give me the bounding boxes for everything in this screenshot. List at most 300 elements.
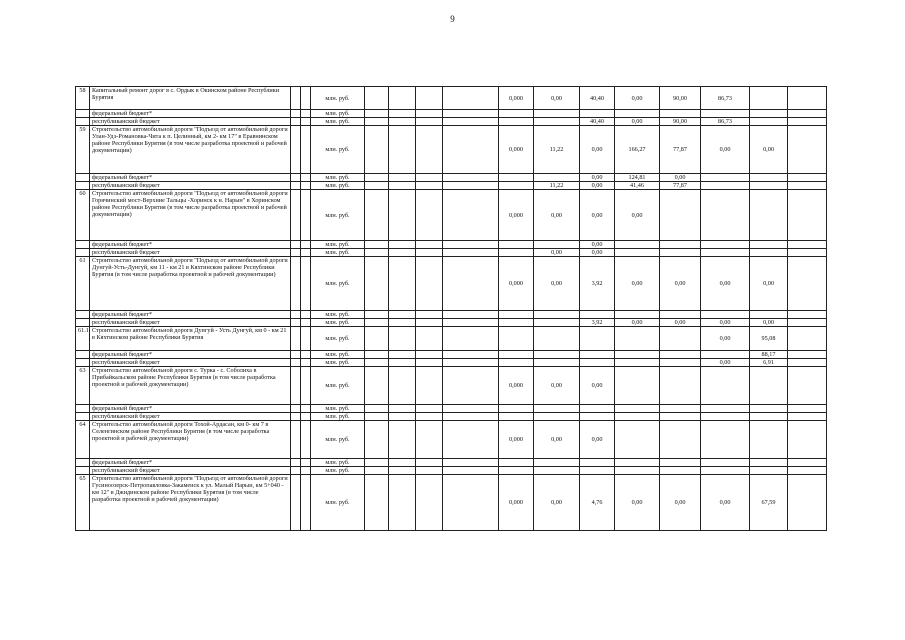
value-cell — [443, 359, 499, 367]
value-cell — [499, 118, 534, 126]
value-cell — [750, 405, 788, 413]
value-cell: 4,76 — [580, 475, 615, 531]
value-cell — [615, 249, 660, 257]
value-cell: 0,00 — [534, 475, 580, 531]
value-cell — [389, 459, 416, 467]
value-cell: 0,000 — [499, 126, 534, 174]
table-row — [76, 327, 827, 351]
value-cell — [416, 249, 443, 257]
row-number — [76, 405, 90, 413]
value-cell: 41,46 — [615, 182, 660, 190]
table-row — [76, 249, 827, 257]
value-cell: 0,00 — [615, 475, 660, 531]
unit-cell: млн. руб. — [311, 110, 365, 118]
spacer-cell — [291, 467, 301, 475]
spacer-cell — [291, 182, 301, 190]
spacer-cell — [301, 327, 311, 351]
value-cell — [365, 87, 389, 110]
unit-cell: млн. руб. — [311, 257, 365, 311]
value-cell — [660, 241, 701, 249]
value-cell — [580, 467, 615, 475]
spacer-cell — [291, 249, 301, 257]
value-cell — [788, 249, 827, 257]
unit-cell: млн. руб. — [311, 182, 365, 190]
value-cell — [365, 174, 389, 182]
value-cell — [534, 459, 580, 467]
table-row — [76, 467, 827, 475]
value-cell — [701, 367, 750, 405]
unit-cell: млн. руб. — [311, 311, 365, 319]
value-cell: 0,00 — [580, 126, 615, 174]
value-cell — [660, 311, 701, 319]
value-cell — [534, 118, 580, 126]
table-row — [76, 459, 827, 467]
value-cell — [416, 118, 443, 126]
value-cell — [389, 182, 416, 190]
spacer-cell — [301, 311, 311, 319]
spacer-cell — [301, 126, 311, 174]
value-cell — [443, 174, 499, 182]
value-cell — [788, 257, 827, 311]
row-title: Строительство автомобильной дороги "Подъезд от автомобильной дороги Горячинский мост-Верхние Тальцы -Хоринск к н. Нарын" в Хоринском районе Республики Бурятия (в том числе разработка проектной и рабочей документации) — [90, 190, 291, 241]
row-number — [76, 110, 90, 118]
unit-cell: млн. руб. — [311, 467, 365, 475]
value-cell — [788, 467, 827, 475]
value-cell: 77,87 — [660, 126, 701, 174]
value-cell — [365, 351, 389, 359]
value-cell — [660, 421, 701, 459]
row-number: 61.1 — [76, 327, 90, 351]
value-cell — [443, 257, 499, 311]
value-cell — [660, 359, 701, 367]
row-number — [76, 459, 90, 467]
unit-cell: млн. руб. — [311, 351, 365, 359]
value-cell: 0,00 — [615, 319, 660, 327]
value-cell — [615, 351, 660, 359]
table-row — [76, 359, 827, 367]
value-cell — [534, 174, 580, 182]
value-cell — [416, 110, 443, 118]
value-cell — [499, 351, 534, 359]
value-cell — [534, 405, 580, 413]
value-cell — [580, 405, 615, 413]
value-cell — [701, 405, 750, 413]
value-cell — [416, 459, 443, 467]
value-cell — [701, 311, 750, 319]
spacer-cell — [301, 257, 311, 311]
value-cell: 0,00 — [701, 319, 750, 327]
value-cell: 0,00 — [534, 87, 580, 110]
value-cell — [750, 182, 788, 190]
spacer-cell — [291, 327, 301, 351]
value-cell — [788, 421, 827, 459]
value-cell: 88,17 — [750, 351, 788, 359]
row-title: Строительство автомобильной дороги "Подъезд от автомобильной дороги Дунгуй-Усть-Дунгуй, км 11 - км 21 в Кяхтинском районе Республики Бурятия (в том числе разработка проектной и рабочей документации) — [90, 257, 291, 311]
value-cell — [499, 311, 534, 319]
value-cell — [416, 190, 443, 241]
value-cell — [389, 126, 416, 174]
value-cell — [443, 311, 499, 319]
value-cell — [443, 126, 499, 174]
value-cell — [701, 182, 750, 190]
value-cell — [788, 87, 827, 110]
unit-cell: млн. руб. — [311, 421, 365, 459]
value-cell — [416, 182, 443, 190]
unit-cell: млн. руб. — [311, 413, 365, 421]
table-row — [76, 126, 827, 174]
unit-cell: млн. руб. — [311, 190, 365, 241]
value-cell: 0,00 — [580, 182, 615, 190]
row-number — [76, 413, 90, 421]
value-cell — [660, 351, 701, 359]
table-row — [76, 257, 827, 311]
unit-cell: млн. руб. — [311, 241, 365, 249]
spacer-cell — [291, 257, 301, 311]
value-cell — [443, 249, 499, 257]
value-cell — [660, 249, 701, 257]
table-row — [76, 118, 827, 126]
row-number — [76, 174, 90, 182]
value-cell: 0,000 — [499, 190, 534, 241]
value-cell — [750, 421, 788, 459]
value-cell — [750, 190, 788, 241]
spacer-cell — [291, 319, 301, 327]
value-cell — [416, 174, 443, 182]
value-cell — [750, 413, 788, 421]
value-cell: 0,00 — [615, 257, 660, 311]
value-cell — [750, 87, 788, 110]
value-cell — [416, 421, 443, 459]
value-cell — [615, 405, 660, 413]
value-cell — [750, 311, 788, 319]
value-cell — [701, 110, 750, 118]
value-cell — [416, 367, 443, 405]
value-cell — [788, 174, 827, 182]
value-cell — [534, 327, 580, 351]
value-cell — [660, 190, 701, 241]
value-cell: 0,000 — [499, 421, 534, 459]
spacer-cell — [301, 241, 311, 249]
value-cell — [443, 475, 499, 531]
value-cell — [615, 459, 660, 467]
value-cell — [443, 413, 499, 421]
value-cell — [389, 475, 416, 531]
spacer-cell — [291, 359, 301, 367]
row-title: федеральный бюджет* — [90, 241, 291, 249]
value-cell — [534, 241, 580, 249]
value-cell — [389, 351, 416, 359]
value-cell — [416, 241, 443, 249]
value-cell — [443, 190, 499, 241]
value-cell: 0,00 — [534, 257, 580, 311]
row-number: 58 — [76, 87, 90, 110]
value-cell: 0,000 — [499, 367, 534, 405]
value-cell: 0,00 — [534, 249, 580, 257]
value-cell — [443, 182, 499, 190]
value-cell — [788, 351, 827, 359]
value-cell: 0,00 — [580, 174, 615, 182]
value-cell — [499, 327, 534, 351]
value-cell — [660, 367, 701, 405]
value-cell: 0,00 — [701, 257, 750, 311]
value-cell — [660, 467, 701, 475]
value-cell: 124,81 — [615, 174, 660, 182]
value-cell: 0,00 — [701, 359, 750, 367]
row-title: республиканский бюджет — [90, 118, 291, 126]
value-cell: 0,00 — [580, 190, 615, 241]
row-number — [76, 467, 90, 475]
value-cell — [580, 311, 615, 319]
value-cell: 0,00 — [580, 421, 615, 459]
page-number: 9 — [450, 14, 455, 24]
value-cell — [615, 241, 660, 249]
value-cell — [389, 190, 416, 241]
table-row — [76, 190, 827, 241]
row-title: Строительство автомобильной дороги с. Турка - с. Соболиха в Прибайкальском районе Республики Бурятия (в том числе разработка проектной и рабочей документации) — [90, 367, 291, 405]
unit-cell: млн. руб. — [311, 126, 365, 174]
value-cell — [416, 405, 443, 413]
spacer-cell — [291, 126, 301, 174]
value-cell — [389, 118, 416, 126]
value-cell — [416, 87, 443, 110]
row-title: республиканский бюджет — [90, 467, 291, 475]
value-cell — [416, 257, 443, 311]
row-title: федеральный бюджет* — [90, 311, 291, 319]
spacer-cell — [291, 405, 301, 413]
value-cell: 0,00 — [660, 174, 701, 182]
value-cell — [615, 367, 660, 405]
value-cell — [701, 190, 750, 241]
value-cell: 90,00 — [660, 87, 701, 110]
value-cell — [365, 413, 389, 421]
spacer-cell — [301, 359, 311, 367]
value-cell — [365, 190, 389, 241]
value-cell — [534, 467, 580, 475]
row-number — [76, 118, 90, 126]
value-cell — [580, 351, 615, 359]
value-cell: 90,00 — [660, 118, 701, 126]
value-cell — [580, 413, 615, 421]
value-cell — [416, 319, 443, 327]
value-cell: 0,00 — [701, 327, 750, 351]
value-cell: 0,00 — [534, 367, 580, 405]
value-cell — [499, 359, 534, 367]
value-cell — [750, 110, 788, 118]
value-cell: 0,00 — [580, 241, 615, 249]
row-number — [76, 319, 90, 327]
row-number: 60 — [76, 190, 90, 241]
value-cell — [389, 87, 416, 110]
value-cell: 166,27 — [615, 126, 660, 174]
value-cell — [389, 241, 416, 249]
value-cell — [389, 311, 416, 319]
value-cell — [788, 319, 827, 327]
value-cell — [365, 475, 389, 531]
value-cell: 0,00 — [580, 367, 615, 405]
unit-cell: млн. руб. — [311, 359, 365, 367]
value-cell — [580, 327, 615, 351]
value-cell: 0,00 — [750, 257, 788, 311]
unit-cell: млн. руб. — [311, 87, 365, 110]
spacer-cell — [301, 249, 311, 257]
value-cell: 6,91 — [750, 359, 788, 367]
value-cell — [443, 467, 499, 475]
value-cell — [499, 241, 534, 249]
value-cell: 86,73 — [701, 87, 750, 110]
spacer-cell — [301, 351, 311, 359]
value-cell — [443, 459, 499, 467]
value-cell — [701, 421, 750, 459]
value-cell: 77,87 — [660, 182, 701, 190]
value-cell — [389, 367, 416, 405]
spacer-cell — [291, 118, 301, 126]
table-row — [76, 351, 827, 359]
value-cell — [443, 87, 499, 110]
table-row — [76, 421, 827, 459]
value-cell — [443, 405, 499, 413]
spacer-cell — [291, 351, 301, 359]
value-cell — [750, 459, 788, 467]
spacer-cell — [291, 421, 301, 459]
value-cell — [788, 413, 827, 421]
value-cell — [788, 475, 827, 531]
value-cell: 0,00 — [660, 257, 701, 311]
spacer-cell — [301, 413, 311, 421]
value-cell — [389, 467, 416, 475]
value-cell — [389, 110, 416, 118]
value-cell — [365, 118, 389, 126]
value-cell — [416, 359, 443, 367]
spacer-cell — [301, 118, 311, 126]
value-cell: 86,73 — [701, 118, 750, 126]
spacer-cell — [301, 475, 311, 531]
value-cell — [443, 327, 499, 351]
value-cell: 0,00 — [615, 190, 660, 241]
value-cell — [701, 174, 750, 182]
value-cell — [499, 110, 534, 118]
value-cell — [389, 413, 416, 421]
row-number — [76, 311, 90, 319]
value-cell — [534, 351, 580, 359]
value-cell: 0,00 — [660, 475, 701, 531]
value-cell — [750, 249, 788, 257]
value-cell — [499, 319, 534, 327]
value-cell: 0,00 — [615, 118, 660, 126]
spacer-cell — [301, 405, 311, 413]
row-title: федеральный бюджет* — [90, 405, 291, 413]
row-number: 61 — [76, 257, 90, 311]
value-cell: 40,40 — [580, 87, 615, 110]
unit-cell: млн. руб. — [311, 249, 365, 257]
value-cell — [365, 421, 389, 459]
value-cell: 0,00 — [660, 319, 701, 327]
table-row — [76, 405, 827, 413]
value-cell — [615, 327, 660, 351]
value-cell — [443, 118, 499, 126]
row-title: федеральный бюджет* — [90, 174, 291, 182]
value-cell — [443, 351, 499, 359]
value-cell — [365, 405, 389, 413]
value-cell — [389, 319, 416, 327]
row-title: республиканский бюджет — [90, 319, 291, 327]
value-cell — [365, 126, 389, 174]
spacer-cell — [301, 367, 311, 405]
value-cell — [416, 413, 443, 421]
value-cell — [788, 126, 827, 174]
value-cell — [365, 249, 389, 257]
value-cell — [580, 359, 615, 367]
spacer-cell — [291, 190, 301, 241]
spacer-cell — [291, 367, 301, 405]
value-cell — [788, 241, 827, 249]
value-cell — [788, 182, 827, 190]
spacer-cell — [291, 174, 301, 182]
spacer-cell — [301, 87, 311, 110]
value-cell — [701, 413, 750, 421]
value-cell — [788, 118, 827, 126]
value-cell — [416, 475, 443, 531]
value-cell — [365, 459, 389, 467]
row-title: федеральный бюджет* — [90, 459, 291, 467]
value-cell: 3,92 — [580, 257, 615, 311]
row-number: 63 — [76, 367, 90, 405]
row-title: Строительство автомобильной дороги "Подъезд от автомобильной дороги Гусиноозерск-Петропавловка-Закаменск к ул. Малый Нарын, км 5+040 - км 12" в Джидинском районе Республики Бурятия (в том числе разработка проектной и рабочей документации) — [90, 475, 291, 531]
value-cell — [660, 459, 701, 467]
unit-cell: млн. руб. — [311, 405, 365, 413]
row-number — [76, 182, 90, 190]
value-cell — [701, 351, 750, 359]
value-cell — [788, 190, 827, 241]
value-cell — [499, 413, 534, 421]
value-cell — [580, 110, 615, 118]
value-cell: 0,00 — [701, 475, 750, 531]
value-cell — [750, 467, 788, 475]
unit-cell: млн. руб. — [311, 367, 365, 405]
value-cell — [701, 249, 750, 257]
value-cell: 0,000 — [499, 475, 534, 531]
value-cell — [365, 311, 389, 319]
value-cell — [788, 311, 827, 319]
spacer-cell — [291, 413, 301, 421]
unit-cell: млн. руб. — [311, 475, 365, 531]
value-cell — [660, 405, 701, 413]
value-cell — [365, 110, 389, 118]
value-cell — [365, 182, 389, 190]
spacer-cell — [301, 421, 311, 459]
value-cell — [788, 327, 827, 351]
value-cell: 40,40 — [580, 118, 615, 126]
table-row — [76, 87, 827, 110]
value-cell — [416, 327, 443, 351]
spacer-cell — [301, 459, 311, 467]
value-cell — [660, 413, 701, 421]
table-row — [76, 311, 827, 319]
value-cell — [534, 413, 580, 421]
value-cell — [660, 110, 701, 118]
value-cell — [788, 405, 827, 413]
value-cell: 95,08 — [750, 327, 788, 351]
spacer-cell — [301, 467, 311, 475]
value-cell — [365, 359, 389, 367]
table-row — [76, 110, 827, 118]
value-cell — [443, 367, 499, 405]
spacer-cell — [301, 190, 311, 241]
row-number — [76, 249, 90, 257]
value-cell — [389, 327, 416, 351]
table-row — [76, 413, 827, 421]
value-cell — [750, 118, 788, 126]
row-number — [76, 351, 90, 359]
